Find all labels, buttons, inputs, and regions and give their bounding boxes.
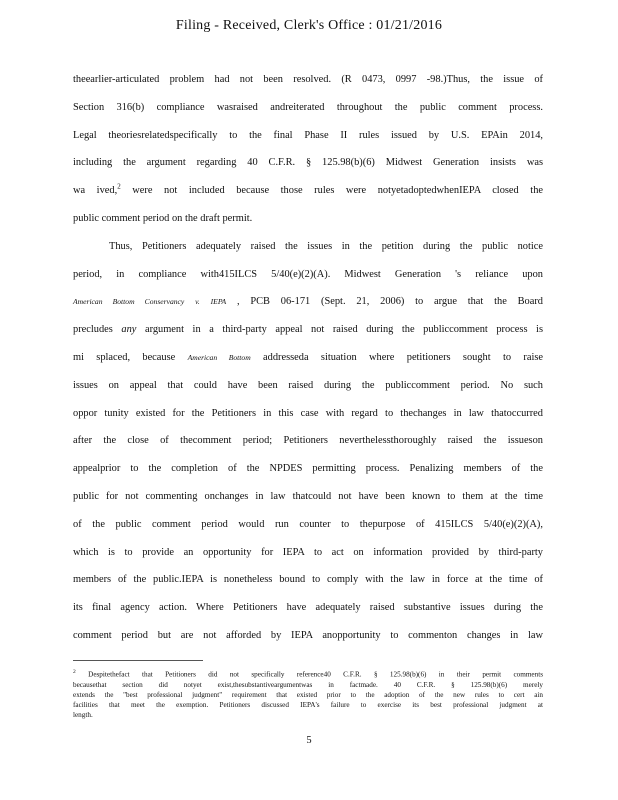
body-line-with-footnote xyxy=(73,177,543,205)
body-text-fragment: argument in a third-party appeal not raised during the publiccomment process is xyxy=(144,324,543,336)
body-line: which is to provide an opportunity for IEPA to act on information provided by third-party xyxy=(73,546,543,558)
footnote-line: becausethat section did notyet exist,thesubstantiveargumentwas in factmade. 40 C.F.R. § 125.98(b)(6) merely xyxy=(73,680,543,689)
body-line: including the argument regarding 40 C.F.R. § 125.98(b)(6) Midwest Generation insists was xyxy=(73,157,543,169)
body-text-fragment: mi splaced, because xyxy=(73,351,176,363)
body-text-fragment: precludes xyxy=(73,324,113,336)
body-line: Legal theoriesrelatedspecifically to the final Phase II rules issued by U.S. EPAin 2014, xyxy=(73,129,543,141)
case-citation-versus: v. xyxy=(195,297,200,307)
body-line xyxy=(73,316,543,344)
body-line: oppor tunity existed for the Petitioners in this case with regard to thechanges in law thatoccurred xyxy=(73,407,543,419)
footnote-text: Despitethefact that Petitioners did not specifically reference40 C.F.R. § 125.98(b)(6) in their permit comments xyxy=(88,670,543,679)
filing-stamp-header: Filing - Received, Clerk's Office : 01/21/2016 xyxy=(175,18,443,33)
body-line: Thus, Petitioners adequately raised the issues in the petition during the public notice xyxy=(109,240,543,252)
footnote-line xyxy=(73,667,543,680)
body-text-fragment: addresseda situation where petitioners sought to raise xyxy=(263,351,543,363)
case-citation: American Bottom xyxy=(187,352,251,362)
body-line-with-citation xyxy=(73,288,543,316)
emphasis-word: any xyxy=(121,324,137,336)
footnote-section xyxy=(73,667,543,720)
body-text-fragment: were not included because those rules were notyetadoptedwhenIEPA closed the xyxy=(132,185,544,197)
body-line: after the close of thecomment period; Petitioners neverthelessthoroughly raised the issueson xyxy=(73,435,543,447)
case-citation: American Bottom Conservancy xyxy=(73,297,185,307)
footnote-number: 2 xyxy=(73,669,76,675)
body-line: public for not commenting onchanges in law thatcould not have been known to them at the time xyxy=(73,490,543,502)
body-line: its final agency action. Where Petitioners have adequately raised substantive issues during the xyxy=(73,602,543,614)
body-line-with-citation xyxy=(73,344,543,372)
footnote-reference[interactable]: 2 xyxy=(117,182,121,191)
case-citation: IEPA xyxy=(210,297,227,307)
body-line: public comment period on the draft permit. xyxy=(73,212,253,224)
body-line: Section 316(b) compliance wasraised andreiterated throughout the public comment process. xyxy=(73,101,543,113)
body-line: comment period but are not afforded by IEPA anopportunity to commenton changes in law xyxy=(73,629,543,641)
body-line: theearlier-articulated problem had not been resolved. (R 0473, 0997 -98.)Thus, the issue of xyxy=(73,74,543,85)
body-text-fragment: , PCB 06-171 (Sept. 21, 2006) to argue that the Board xyxy=(236,296,543,308)
body-text-fragment: wa ived, xyxy=(73,185,118,197)
footnote-line: facilities that meet the exemption. Petitioners discussed IEPA's failure to exercise its best professional judgment at xyxy=(73,701,543,709)
footnote-line: extends the "best professional judgment" requirement that existed prior to the adoption of the new rules to cert ain xyxy=(73,690,543,699)
footnote-line: length. xyxy=(73,711,93,720)
body-line: members of the public.IEPA is nonetheless bound to comply with the law in force at the time of xyxy=(73,574,543,586)
document-body xyxy=(73,66,543,650)
body-line: issues on appeal that could have been raised during the publiccomment period. No such xyxy=(73,379,543,391)
footnote-divider xyxy=(73,660,203,661)
page-number: 5 xyxy=(306,735,312,746)
body-line: appealprior to the completion of the NPDES permitting process. Penalizing members of the xyxy=(73,463,543,475)
body-line: of the public comment period would run counter to thepurpose of 415ILCS 5/40(e)(2)(A), xyxy=(73,518,543,530)
body-line: period, in compliance with415ILCS 5/40(e)(2)(A). Midwest Generation 's reliance upon xyxy=(73,268,543,280)
